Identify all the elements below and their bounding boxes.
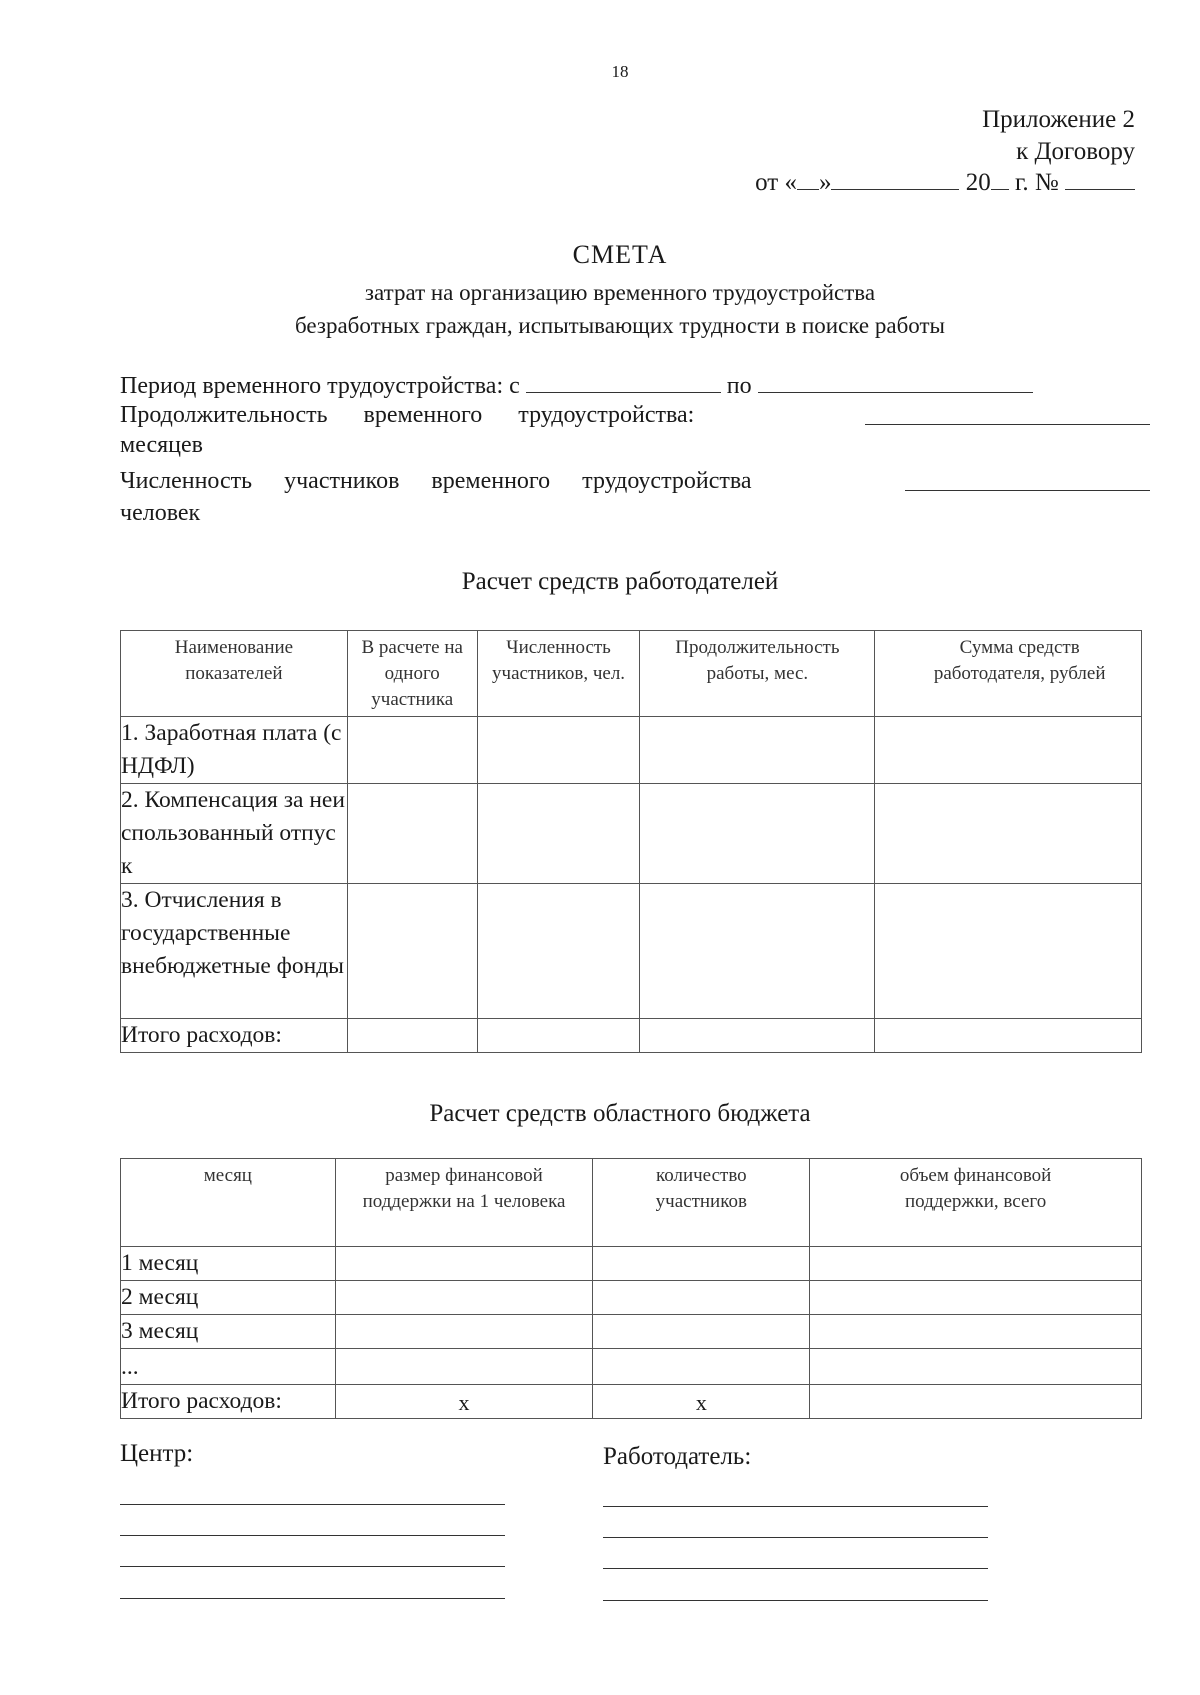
employer-signature-line	[603, 1537, 988, 1538]
employer-signature-line	[603, 1506, 988, 1507]
header-participant-quantity: количество участников	[593, 1159, 810, 1247]
table-row	[121, 784, 1142, 884]
cell	[810, 1281, 1142, 1315]
cell	[875, 1019, 1142, 1053]
cell	[640, 1019, 875, 1053]
period-to-label: по	[726, 373, 752, 399]
cell	[810, 1315, 1142, 1349]
cell	[477, 884, 640, 1019]
budget-table-header-row	[121, 1159, 1142, 1247]
center-signature-line	[120, 1598, 505, 1599]
center-signature-line	[120, 1535, 505, 1536]
cell	[477, 1019, 640, 1053]
row-salary-label: 1. Заработная плата (с НДФЛ)	[121, 717, 348, 784]
document-title: СМЕТА	[572, 240, 668, 269]
cell	[875, 884, 1142, 1019]
employer-signature-line	[603, 1600, 988, 1601]
employer-signer-label: Работодатель:	[603, 1443, 752, 1470]
header-work-duration: Продолжительность работы, мес.	[640, 631, 875, 717]
duration-label: Продолжительность временного трудоустройства:	[120, 402, 695, 428]
cell	[875, 717, 1142, 784]
row-compensation-label: 2. Компенсация за неиспользованный отпуск	[121, 784, 348, 884]
cell	[875, 784, 1142, 884]
appendix-line-1: Приложение 2	[982, 106, 1135, 133]
employer-table	[120, 630, 1142, 1053]
subtitle-line-1: затрат на организацию временного трудоустройства	[364, 280, 876, 305]
row-budget-total: Итого расходов:	[121, 1385, 336, 1419]
table-row	[121, 1019, 1142, 1053]
period-field	[120, 370, 1150, 400]
table-row	[121, 1247, 1142, 1281]
cell	[347, 1019, 477, 1053]
count-label: Численность участников временного трудоустройства	[120, 468, 752, 494]
table-row	[121, 1349, 1142, 1385]
budget-table	[120, 1158, 1142, 1419]
header-indicator-name: Наименование показателей	[121, 631, 348, 717]
period-to-blank	[758, 370, 1033, 393]
cell	[347, 717, 477, 784]
day-blank	[797, 167, 819, 190]
row-contributions-label: 3. Отчисления в государственные внебюджетные фонды	[121, 884, 348, 1019]
header-participant-count: Численность участников, чел.	[477, 631, 640, 717]
period-label: Период временного трудоустройства: с	[120, 373, 520, 399]
year-suffix: г. №	[1014, 169, 1059, 196]
duration-field	[120, 402, 1150, 429]
cell	[593, 1281, 810, 1315]
date-mid: »	[818, 169, 832, 196]
cell	[335, 1281, 593, 1315]
header-support-total: объем финансовой поддержки, всего	[810, 1159, 1142, 1247]
header-month: месяц	[121, 1159, 336, 1247]
number-blank	[1065, 167, 1135, 190]
table-row	[121, 1281, 1142, 1315]
cell	[810, 1385, 1142, 1419]
appendix-line-2: к Договору	[1016, 138, 1135, 165]
document-subtitle	[0, 276, 1200, 342]
cell	[335, 1315, 593, 1349]
row-ellipsis: ...	[121, 1349, 336, 1385]
budget-table-title: Расчет средств областного бюджета	[429, 1100, 811, 1127]
table-row	[121, 717, 1142, 784]
month-blank	[831, 167, 959, 190]
employer-table-header-row	[121, 631, 1142, 717]
cell	[593, 1315, 810, 1349]
date-prefix: от «	[755, 169, 797, 196]
cell	[335, 1349, 593, 1385]
row-month-3: 3 месяц	[121, 1315, 336, 1349]
table-row	[121, 884, 1142, 1019]
cell	[477, 717, 640, 784]
cell	[640, 884, 875, 1019]
cell	[593, 1247, 810, 1281]
total-mark-support: x	[335, 1385, 593, 1419]
header-per-participant: В расчете на одного участника	[347, 631, 477, 717]
count-unit: человек	[120, 500, 201, 526]
employer-table-title: Расчет средств работодателей	[461, 568, 779, 595]
total-mark-quantity: x	[593, 1385, 810, 1419]
cell	[810, 1349, 1142, 1385]
header-support-per-person: размер финансовой поддержки на 1 человека	[335, 1159, 593, 1247]
header-employer-sum: Сумма средств работодателя, рублей	[875, 631, 1142, 717]
year-prefix: 20	[965, 169, 991, 196]
cell	[477, 784, 640, 884]
cell	[335, 1247, 593, 1281]
table-row	[121, 1315, 1142, 1349]
count-blank	[905, 468, 1150, 491]
cell	[593, 1349, 810, 1385]
row-total-label: Итого расходов:	[121, 1019, 348, 1053]
cell	[347, 884, 477, 1019]
year-blank	[991, 167, 1009, 190]
employer-signature-line	[603, 1568, 988, 1569]
cell	[347, 784, 477, 884]
page-number: 18	[611, 62, 629, 81]
cell	[810, 1247, 1142, 1281]
duration-blank	[865, 402, 1150, 425]
center-signature-line	[120, 1566, 505, 1567]
cell	[640, 784, 875, 884]
subtitle-line-2: безработных граждан, испытывающих трудности в поиске работы	[295, 313, 945, 338]
appendix-date-line	[755, 167, 1135, 199]
center-signer-label: Центр:	[120, 1440, 194, 1467]
period-from-blank	[526, 370, 721, 393]
count-field	[120, 468, 1150, 495]
row-month-2: 2 месяц	[121, 1281, 336, 1315]
row-month-1: 1 месяц	[121, 1247, 336, 1281]
duration-unit: месяцев	[120, 432, 203, 458]
cell	[640, 717, 875, 784]
center-signature-line	[120, 1504, 505, 1505]
table-row	[121, 1385, 1142, 1419]
